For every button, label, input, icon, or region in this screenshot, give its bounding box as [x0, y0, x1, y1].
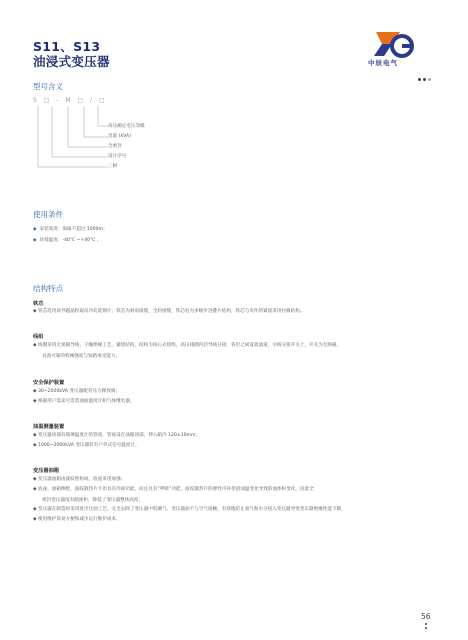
- structure-line: ◆ 线圈采用无氧铜导线，干燥绝缘工艺，紧绕结构，结构为同心式绕组，高压线圈内层导线分接，各层之间设置油道，引线分接开关上，开关为无励磁，: [33, 343, 342, 348]
- subheading-tank: 变压器油箱: [33, 468, 59, 474]
- structure-line: ◆ 变压器在制造时采用真空注油工艺，完全去除了变压器中的潮气，变压器油不与空气接触，有效地防止氧气和水分侵入变压器导致变压器绝缘性能下降，: [33, 507, 346, 512]
- structure-line: 具备可靠的机械强度与短路承受能力。: [42, 354, 121, 359]
- structure-line: 密封变压器没有储油柜，降低了变压器整体高度；: [42, 498, 144, 503]
- product-title-model: S11、S13: [33, 39, 101, 54]
- condition-item: ◆ 环境温度：-40℃ ~+40℃ 。: [33, 238, 102, 243]
- structure-line: ◆ 30~2000kVA 变压器配有压力释放阀；: [33, 389, 121, 394]
- model-diagram-lines: [36, 104, 116, 179]
- condition-item: ◆ 安装高度：海拔不超过 1000m；: [33, 227, 108, 232]
- subheading-core: 铁芯: [33, 301, 44, 307]
- company-logo-text: 中辰电气: [368, 59, 398, 67]
- page-number-dots: [425, 623, 427, 631]
- model-code: S □ - M □ / □: [33, 97, 108, 104]
- structure-line: ◆ 变压器顶部有玻璃温度计的管座，管座设在油箱顶部，伸入箱内 120±10mm；: [33, 433, 201, 438]
- subheading-winding: 线组: [33, 334, 44, 340]
- model-label-capacity: 容量 (kVA): [108, 134, 131, 139]
- structure-line: ◆ 底座、油箱侧壁，波纹散热片不但具有冷却功能，而且具有“呼吸”功能，波纹散热片的弹性可补偿因油温变化导致的油体积变化，因此全: [33, 487, 314, 492]
- model-label-sealed: 全密封: [108, 144, 122, 149]
- subheading-temperature: 油温测量装置: [33, 424, 65, 430]
- decorative-dots: [418, 66, 433, 85]
- structure-line: ◆ 根据用户需求可选装油面温度计和气体继电器。: [33, 399, 135, 404]
- structure-line: ◆ 变压器油箱由波纹壁构成，底座采用加强；: [33, 477, 126, 482]
- product-title-name: 油浸式变压器: [33, 54, 110, 69]
- structure-line: ◆ 铁芯选用高导磁晶粒取向冷轧硅钢片，铁芯为斜角接缝，全斜接缝，铁芯柱为多级步进叠片结构，铁芯与夹件的紧固采用拉板结构。: [33, 309, 305, 314]
- model-label-voltage: 高压额定电压等级: [108, 124, 145, 129]
- section-title-model: 型号含义: [33, 82, 63, 91]
- section-title-conditions: 使用条件: [33, 210, 63, 219]
- page-number: 56: [421, 612, 431, 621]
- section-title-structure: 结构特点: [33, 284, 63, 293]
- structure-line: ◆ 1000~2000kVA 变压器装有户外式信号温度计。: [33, 443, 140, 448]
- subheading-protection: 安全保护装置: [33, 380, 65, 386]
- structure-line: ◆ 使用维护简易方便和减少运行维护成本。: [33, 517, 121, 522]
- model-label-phase: 三相: [108, 164, 118, 169]
- model-label-design: 设计序号: [108, 154, 127, 159]
